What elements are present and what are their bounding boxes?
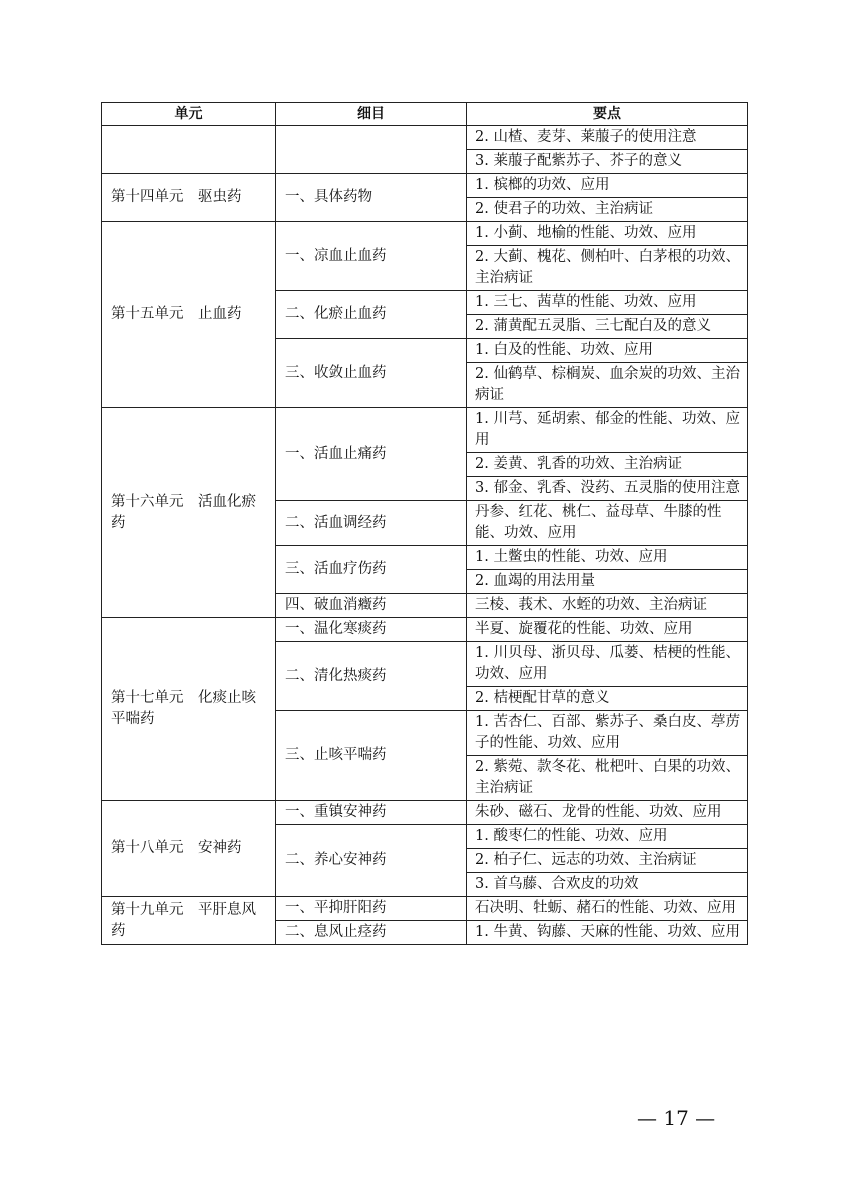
item-cell: 一、重镇安神药 — [276, 801, 467, 825]
point-cell: 1. 川贝母、浙贝母、瓜蒌、桔梗的性能、功效、应用 — [467, 642, 748, 687]
item-cell — [276, 126, 467, 174]
point-cell: 半夏、旋覆花的性能、功效、应用 — [467, 618, 748, 642]
table-row — [102, 618, 748, 642]
unit-cell: 第十六单元 活血化瘀药 — [102, 408, 276, 618]
item-cell: 二、息风止痉药 — [276, 921, 467, 945]
point-cell: 朱砂、磁石、龙骨的性能、功效、应用 — [467, 801, 748, 825]
item-cell: 三、活血疗伤药 — [276, 546, 467, 594]
item-cell: 二、活血调经药 — [276, 501, 467, 546]
unit-cell: 第十八单元 安神药 — [102, 801, 276, 897]
item-cell: 一、活血止痛药 — [276, 408, 467, 501]
header-unit: 单元 — [102, 103, 276, 126]
table-row — [102, 174, 748, 198]
table-row — [102, 408, 748, 453]
point-cell: 1. 白及的性能、功效、应用 — [467, 339, 748, 363]
point-cell: 3. 郁金、乳香、没药、五灵脂的使用注意 — [467, 477, 748, 501]
point-cell: 1. 川芎、延胡索、郁金的性能、功效、应用 — [467, 408, 748, 453]
unit-cell: 第十四单元 驱虫药 — [102, 174, 276, 222]
item-cell: 二、养心安神药 — [276, 825, 467, 897]
point-cell: 2. 大蓟、槐花、侧柏叶、白茅根的功效、主治病证 — [467, 246, 748, 291]
point-cell: 1. 三七、茜草的性能、功效、应用 — [467, 291, 748, 315]
item-cell: 三、止咳平喘药 — [276, 711, 467, 801]
point-cell: 丹参、红花、桃仁、益母草、牛膝的性能、功效、应用 — [467, 501, 748, 546]
item-cell: 三、收敛止血药 — [276, 339, 467, 408]
header-item: 细目 — [276, 103, 467, 126]
point-cell: 1. 槟榔的功效、应用 — [467, 174, 748, 198]
item-cell: 一、温化寒痰药 — [276, 618, 467, 642]
table-row — [102, 222, 748, 246]
point-cell: 三棱、莪术、水蛭的功效、主治病证 — [467, 594, 748, 618]
syllabus-table — [101, 102, 748, 945]
unit-cell: 第十九单元 平肝息风药 — [102, 897, 276, 945]
header-point: 要点 — [467, 103, 748, 126]
point-cell: 2. 使君子的功效、主治病证 — [467, 198, 748, 222]
point-cell: 3. 莱菔子配紫苏子、芥子的意义 — [467, 150, 748, 174]
point-cell: 2. 柏子仁、远志的功效、主治病证 — [467, 849, 748, 873]
table-row — [102, 801, 748, 825]
unit-cell: 第十七单元 化痰止咳平喘药 — [102, 618, 276, 801]
table-row — [102, 897, 748, 921]
point-cell: 1. 酸枣仁的性能、功效、应用 — [467, 825, 748, 849]
item-cell: 四、破血消癥药 — [276, 594, 467, 618]
page-number: — 17 — — [637, 1106, 716, 1130]
point-cell: 2. 山楂、麦芽、莱菔子的使用注意 — [467, 126, 748, 150]
item-cell: 一、平抑肝阳药 — [276, 897, 467, 921]
table-row — [102, 126, 748, 150]
item-cell: 一、凉血止血药 — [276, 222, 467, 291]
item-cell: 二、清化热痰药 — [276, 642, 467, 711]
point-cell: 1. 土鳖虫的性能、功效、应用 — [467, 546, 748, 570]
point-cell: 1. 小蓟、地榆的性能、功效、应用 — [467, 222, 748, 246]
point-cell: 2. 姜黄、乳香的功效、主治病证 — [467, 453, 748, 477]
point-cell: 1. 牛黄、钩藤、天麻的性能、功效、应用 — [467, 921, 748, 945]
item-cell: 一、具体药物 — [276, 174, 467, 222]
point-cell: 2. 血竭的用法用量 — [467, 570, 748, 594]
point-cell: 3. 首乌藤、合欢皮的功效 — [467, 873, 748, 897]
point-cell: 2. 蒲黄配五灵脂、三七配白及的意义 — [467, 315, 748, 339]
point-cell: 2. 紫菀、款冬花、枇杷叶、白果的功效、主治病证 — [467, 756, 748, 801]
table-header-row — [102, 103, 748, 126]
point-cell: 2. 仙鹤草、棕榈炭、血余炭的功效、主治病证 — [467, 363, 748, 408]
unit-cell — [102, 126, 276, 174]
item-cell: 二、化瘀止血药 — [276, 291, 467, 339]
unit-cell: 第十五单元 止血药 — [102, 222, 276, 408]
point-cell: 1. 苦杏仁、百部、紫苏子、桑白皮、葶苈子的性能、功效、应用 — [467, 711, 748, 756]
point-cell: 2. 桔梗配甘草的意义 — [467, 687, 748, 711]
point-cell: 石决明、牡蛎、赭石的性能、功效、应用 — [467, 897, 748, 921]
